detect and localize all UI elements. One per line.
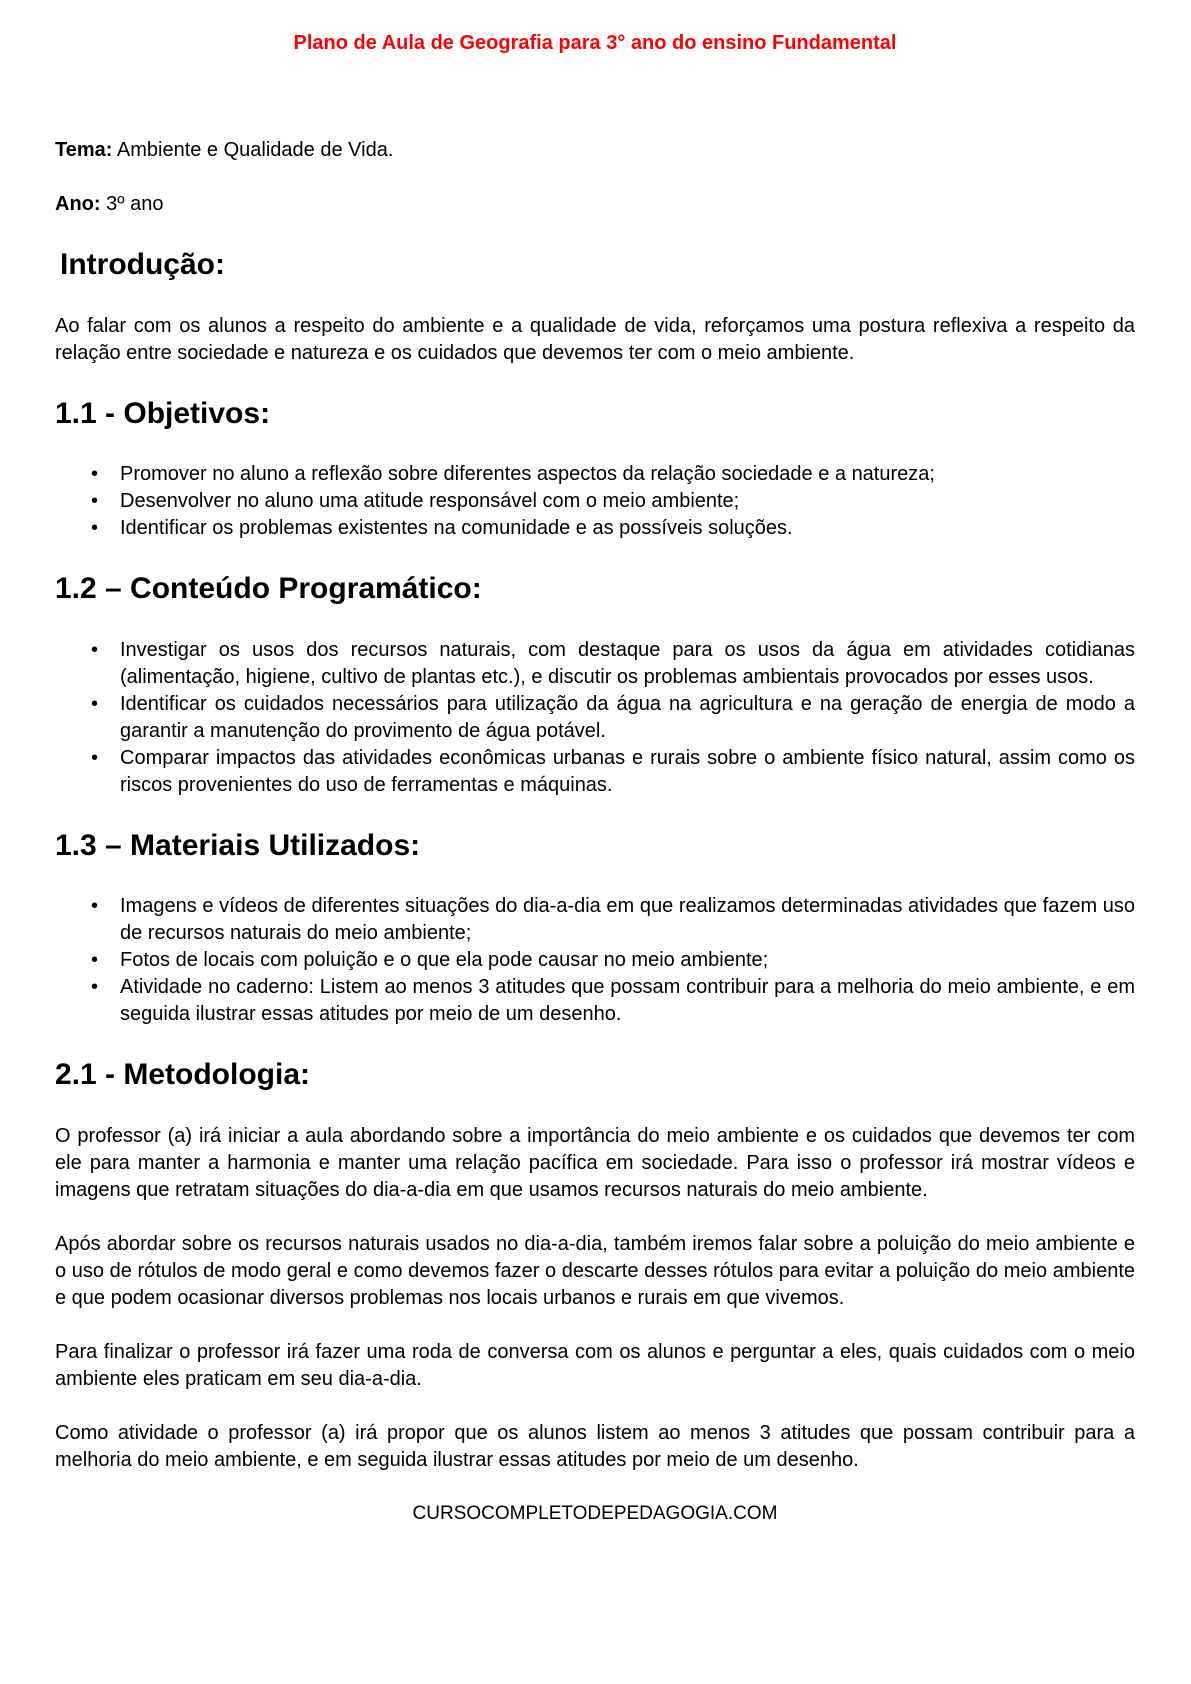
field-ano-value: 3º ano bbox=[106, 193, 164, 215]
field-ano-label: Ano: bbox=[55, 193, 101, 215]
bullet-list-conteudo bbox=[55, 637, 1135, 799]
list-item: • Comparar impactos das atividades econômicas urbanas e rurais sobre o ambiente físico natural, assim como os riscos provenientes do uso de ferramentas e máquinas. bbox=[120, 745, 1135, 799]
section-heading-conteudo: 1.2 – Conteúdo Programático: bbox=[55, 572, 482, 605]
list-item: • Promover no aluno a reflexão sobre diferentes aspectos da relação sociedade e a natureza; bbox=[120, 461, 1135, 488]
bullet-list-objetivos bbox=[55, 461, 1135, 542]
field-ano bbox=[55, 191, 1135, 218]
list-item: • Desenvolver no aluno uma atitude responsável com o meio ambiente; bbox=[120, 488, 1135, 515]
page-title: Plano de Aula de Geografia para 3° ano do ensino Fundamental bbox=[293, 32, 897, 54]
list-item: • Identificar os cuidados necessários para utilização da água na agricultura e na geração de energia de modo a garantir a manutenção do provimento de água potável. bbox=[120, 691, 1135, 745]
footer-site-text: CURSOCOMPLETODEPEDAGOGIA.COM bbox=[412, 1502, 778, 1524]
list-item: • Identificar os problemas existentes na comunidade e as possíveis soluções. bbox=[120, 515, 1135, 542]
section-heading-metodologia: 2.1 - Metodologia: bbox=[55, 1058, 310, 1091]
list-item: • Atividade no caderno: Listem ao menos 3 atitudes que possam contribuir para a melhoria do meio ambiente, e em seguida ilustrar essas atitudes por meio de um desenho. bbox=[120, 974, 1135, 1028]
field-tema-label: Tema: bbox=[55, 139, 113, 161]
section-heading-introducao: Introdução: bbox=[60, 248, 225, 281]
paragraph-metodologia-2: Após abordar sobre os recursos naturais usados no dia-a-dia, também iremos falar sobre a poluição do meio ambiente e o uso de rótulos de modo geral e como devemos fazer o descarte desses rótulos para evitar a poluição do meio ambiente e que podem ocasionar diversos problemas nos locais urbanos e rurais em que vivemos. bbox=[55, 1232, 1135, 1309]
section-heading-objetivos: 1.1 - Objetivos: bbox=[55, 396, 271, 430]
field-tema bbox=[55, 137, 1135, 164]
field-tema-value: Ambiente e Qualidade de Vida. bbox=[116, 139, 394, 161]
section-heading-materiais: 1.3 – Materiais Utilizados: bbox=[55, 828, 421, 862]
paragraph-metodologia-1: O professor (a) irá iniciar a aula abordando sobre a importância do meio ambiente e os cuidados que devemos ter com ele para manter a harmonia e manter uma relação pacífica em sociedade. Para isso o professor irá mostrar vídeos e imagens que retratam situações do dia-a-dia em que usamos recursos naturais do meio ambiente. bbox=[55, 1124, 1135, 1201]
list-item: • Imagens e vídeos de diferentes situações do dia-a-dia em que realizamos determinadas atividades que fazem uso de recursos naturais do meio ambiente; bbox=[120, 893, 1135, 947]
bullet-list-materiais bbox=[55, 893, 1135, 1028]
paragraph-metodologia-3: Para finalizar o professor irá fazer uma roda de conversa com os alunos e perguntar a eles, quais cuidados com o meio ambiente eles praticam em seu dia-a-dia. bbox=[55, 1340, 1135, 1390]
paragraph-introducao: Ao falar com os alunos a respeito do ambiente e a qualidade de vida, reforçamos uma postura reflexiva a respeito da relação entre sociedade e natureza e os cuidados que devemos ter com o meio ambiente. bbox=[55, 314, 1135, 364]
list-item: • Fotos de locais com poluição e o que ela pode causar no meio ambiente; bbox=[120, 947, 1135, 974]
paragraph-metodologia-4: Como atividade o professor (a) irá propor que os alunos listem ao menos 3 atitudes que possam contribuir para a melhoria do meio ambiente, e em seguida ilustrar essas atitudes por meio de um desenho. bbox=[55, 1421, 1135, 1471]
list-item: • Investigar os usos dos recursos naturais, com destaque para os usos da água em atividades cotidianas (alimentação, higiene, cultivo de plantas etc.), e discutir os problemas ambientais provocados por esses usos. bbox=[120, 637, 1135, 691]
